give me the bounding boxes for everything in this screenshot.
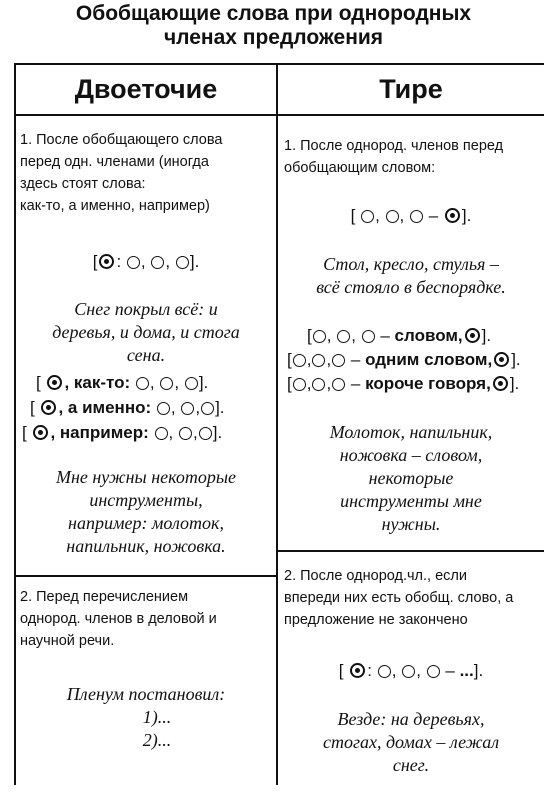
homogeneous-member-icon: [201, 402, 214, 415]
rule-line: впереди них есть обобщ. слово, а: [284, 590, 514, 606]
rule-line: 2. Перед перечислением: [20, 589, 189, 605]
generalizing-word-icon: [494, 352, 509, 367]
example-line: Везде: на деревьях,: [337, 709, 485, 729]
left-example-3: [16, 683, 276, 752]
example-line: всё стояло в беспорядке.: [316, 277, 506, 297]
example-line: 2)...: [142, 730, 172, 750]
homogeneous-member-icon: [127, 256, 140, 269]
right-scheme-slovom: [ , , – словом, ].: [307, 326, 492, 345]
left-example-2: [16, 466, 276, 558]
homogeneous-member-icon: [181, 402, 194, 415]
homogeneous-member-icon: [361, 210, 374, 223]
scheme-word: , например:: [50, 423, 149, 442]
right-scheme-1: [ , , – ].: [350, 206, 472, 225]
right-scheme-koroche-govorya: [ , , – короче говоря, ].: [287, 374, 520, 393]
colon-mark: :: [116, 252, 122, 271]
generalizing-word-icon: [445, 208, 460, 223]
right-rule-1: [284, 135, 542, 179]
homogeneous-member-icon: [402, 665, 415, 678]
bracket-close: ].: [215, 398, 225, 417]
left-scheme-a-imenno: [ , а именно: , , ].: [30, 398, 225, 417]
example-line: Молоток, напильник,: [329, 422, 493, 442]
scheme-word: , а именно:: [58, 398, 152, 417]
homogeneous-member-icon: [362, 330, 375, 343]
example-line: стогах, домах – лежал: [322, 732, 500, 752]
bracket-close: ].: [473, 661, 484, 680]
right-rule-2: [284, 565, 542, 631]
colon-mark: :: [367, 661, 372, 680]
left-scheme-naprimer: [ , например: , , ].: [22, 423, 223, 442]
dash-mark: –: [428, 206, 439, 225]
left-scheme-1: [16, 250, 276, 274]
homogeneous-member-icon: [332, 354, 345, 367]
example-line: например: молоток,: [68, 513, 224, 533]
example-line: некоторые: [368, 468, 454, 488]
homogeneous-member-icon: [312, 354, 325, 367]
bracket-close: ].: [198, 373, 209, 392]
homogeneous-member-icon: [332, 378, 345, 391]
rule-line: предложение не закончено: [284, 612, 468, 628]
example-line: снег.: [392, 755, 430, 775]
homogeneous-member-icon: [378, 665, 391, 678]
rule-line: обобщающим словом:: [284, 160, 436, 176]
rule-line: 1. После однород. членов перед: [284, 138, 504, 154]
bracket-open: [: [92, 252, 98, 271]
generalizing-word-icon: [33, 425, 48, 440]
comma-mark: ,: [165, 252, 171, 271]
left-rule-2: [20, 586, 272, 652]
bracket-close: ].: [509, 374, 520, 393]
right-example-1: [278, 253, 544, 299]
ellipsis-mark: ...: [459, 661, 474, 680]
right-scheme-2: [ : , , – ...].: [338, 661, 484, 680]
title-line-1: Обобщающие слова при однородных: [75, 2, 472, 25]
homogeneous-member-icon: [199, 427, 212, 440]
example-line: ножовка – словом,: [339, 445, 483, 465]
right-row-divider: [277, 550, 544, 552]
example-line: инструменты мне: [340, 491, 482, 511]
bracket-open: [: [350, 206, 356, 225]
scheme-word: , как-то:: [64, 373, 131, 392]
bracket-close: ].: [461, 206, 472, 225]
header-bottom-border: [14, 114, 544, 116]
homogeneous-member-icon: [179, 427, 192, 440]
homogeneous-member-icon: [157, 402, 170, 415]
homogeneous-member-icon: [427, 665, 440, 678]
rule-line: научной речи.: [20, 633, 115, 649]
generalizing-word-icon: [47, 375, 62, 390]
generalizing-word-icon: [41, 400, 56, 415]
rule-line: 1. После обобщающего слова: [20, 132, 223, 148]
bracket-open: [: [338, 661, 344, 680]
bracket-close: ].: [481, 326, 492, 345]
homogeneous-member-icon: [293, 378, 306, 391]
generalizing-word-icon: [350, 663, 365, 678]
example-line: напильник, ножовка.: [66, 536, 226, 556]
document-title: [0, 2, 547, 50]
rule-line: как-то, а именно, например): [20, 198, 210, 214]
generalizing-word-icon: [493, 376, 508, 391]
homogeneous-member-icon: [386, 210, 399, 223]
homogeneous-member-icon: [313, 330, 326, 343]
right-example-2: [278, 421, 544, 536]
homogeneous-member-icon: [155, 427, 168, 440]
homogeneous-member-icon: [136, 377, 149, 390]
example-line: инструменты,: [89, 490, 203, 510]
example-line: Пленум постановил:: [66, 684, 226, 704]
right-scheme-odnim-slovom: [ , , – одним словом, ].: [287, 350, 521, 369]
rule-line: перед одн. членами (иногда: [20, 154, 209, 170]
column-header-colon: Двоеточие: [74, 74, 218, 104]
homogeneous-member-icon: [151, 256, 164, 269]
example-line: Мне нужны некоторые: [55, 467, 237, 487]
homogeneous-member-icon: [160, 377, 173, 390]
table-top-border: [14, 63, 544, 65]
column-header-dash: Тире: [379, 74, 443, 104]
table-left-border: [14, 63, 16, 785]
left-row-divider: [14, 575, 277, 577]
left-scheme-kak-to: [ , как-то: , , ].: [36, 373, 209, 392]
bracket-close: ].: [212, 423, 223, 442]
bracket-close: ].: [189, 252, 200, 271]
homogeneous-member-icon: [176, 256, 189, 269]
example-line: Снег покрыл всё: и: [74, 299, 218, 319]
dash-mark: –: [445, 661, 455, 680]
homogeneous-member-icon: [337, 330, 350, 343]
right-example-3: [278, 708, 544, 777]
example-line: сена.: [126, 345, 166, 365]
left-example-1: [16, 298, 276, 367]
example-line: нужны.: [381, 514, 441, 534]
homogeneous-member-icon: [312, 378, 325, 391]
scheme-word: короче говоря,: [365, 374, 491, 393]
rule-line: однород. членов в деловой и: [20, 611, 217, 627]
scheme-word: словом,: [394, 326, 463, 345]
generalizing-word-icon: [465, 328, 480, 343]
bracket-close: ].: [511, 350, 521, 369]
example-line: деревья, и дома, и стога: [52, 322, 240, 342]
homogeneous-member-icon: [410, 210, 423, 223]
example-line: 1)...: [142, 707, 172, 727]
rule-line: 2. После однород.чл., если: [284, 568, 467, 584]
homogeneous-member-icon: [185, 377, 198, 390]
left-rule-1: [20, 129, 272, 217]
scheme-word: одним словом,: [365, 350, 493, 369]
generalizing-word-icon: [99, 254, 114, 269]
example-line: Стол, кресло, стулья –: [323, 254, 499, 274]
homogeneous-member-icon: [293, 354, 306, 367]
rule-line: здесь стоят слова:: [20, 176, 146, 192]
comma-mark: ,: [140, 252, 146, 271]
title-line-2: членах предложения: [163, 26, 384, 49]
